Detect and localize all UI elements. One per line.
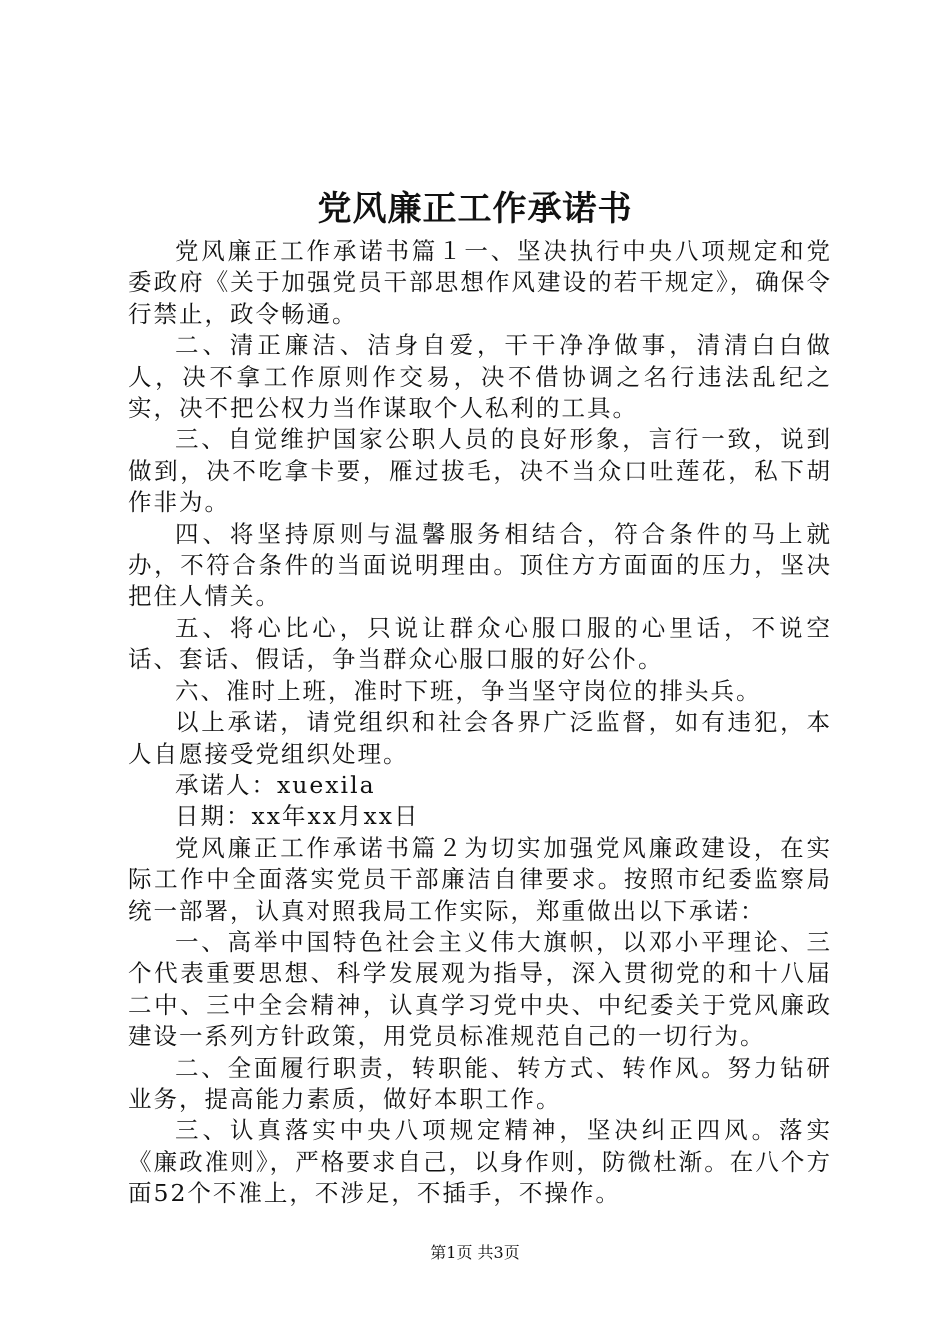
paragraph: 党风廉正工作承诺书篇２为切实加强党风廉政建设，在实际工作中全面落实党员干部廉洁自律要求。按照市纪委监察局统一部署，认真对照我局工作实际，郑重做出以下承诺： bbox=[128, 833, 832, 925]
document-title: 党风廉正工作承诺书 bbox=[317, 189, 633, 229]
paragraph: 党风廉正工作承诺书篇１一、坚决执行中央八项规定和党委政府《关于加强党员干部思想作风建设的若干规定》，确保令行禁止，政令畅通。 bbox=[128, 237, 832, 328]
page-number: 第1页 共3页 bbox=[430, 1243, 520, 1262]
paragraph: 三、认真落实中央八项规定精神，坚决纠正四风。落实《廉政准则》，严格要求自己，以身作则，防微杜渐。在八个方面52个不准上，不涉足，不插手，不操作。 bbox=[128, 1116, 832, 1208]
paragraph: 二、清正廉洁、洁身自爱，干干净净做事，清清白白做人，决不拿工作原则作交易，决不借协调之名行违法乱纪之实，决不把公权力当作谋取个人私利的工具。 bbox=[128, 331, 832, 423]
paragraph: 二、全面履行职责，转职能、转方式、转作风。努力钻研业务，提高能力素质，做好本职工作。 bbox=[128, 1053, 832, 1113]
document-body bbox=[128, 236, 832, 1210]
paragraph: 以上承诺，请党组织和社会各界广泛监督，如有违犯，本人自愿接受党组织处理。 bbox=[128, 708, 832, 768]
signer-line: 承诺人：xuexila bbox=[175, 770, 376, 799]
paragraph: 一、高举中国特色社会主义伟大旗帜，以邓小平理论、三个代表重要思想、科学发展观为指导，深入贯彻党的和十八届二中、三中全会精神，认真学习党中央、中纪委关于党风廉政建设一系列方针政策，用党员标准规范自己的一切行为。 bbox=[128, 927, 832, 1051]
paragraph: 六、准时上班，准时下班，争当坚守岗位的排头兵。 bbox=[175, 676, 762, 705]
date-line: 日期：xx年xx月xx日 bbox=[175, 802, 420, 831]
paragraph: 三、自觉维护国家公职人员的良好形象，言行一致，说到做到，决不吃拿卡要，雁过拔毛，决不当众口吐莲花，私下胡作非为。 bbox=[128, 425, 832, 517]
paragraph: 五、将心比心，只说让群众心服口服的心里话，不说空话、套话、假话，争当群众心服口服的好公仆。 bbox=[128, 613, 832, 674]
paragraph: 四、将坚持原则与温馨服务相结合，符合条件的马上就办，不符合条件的当面说明理由。顶住方方面面的压力，坚决把住人情关。 bbox=[128, 519, 832, 611]
